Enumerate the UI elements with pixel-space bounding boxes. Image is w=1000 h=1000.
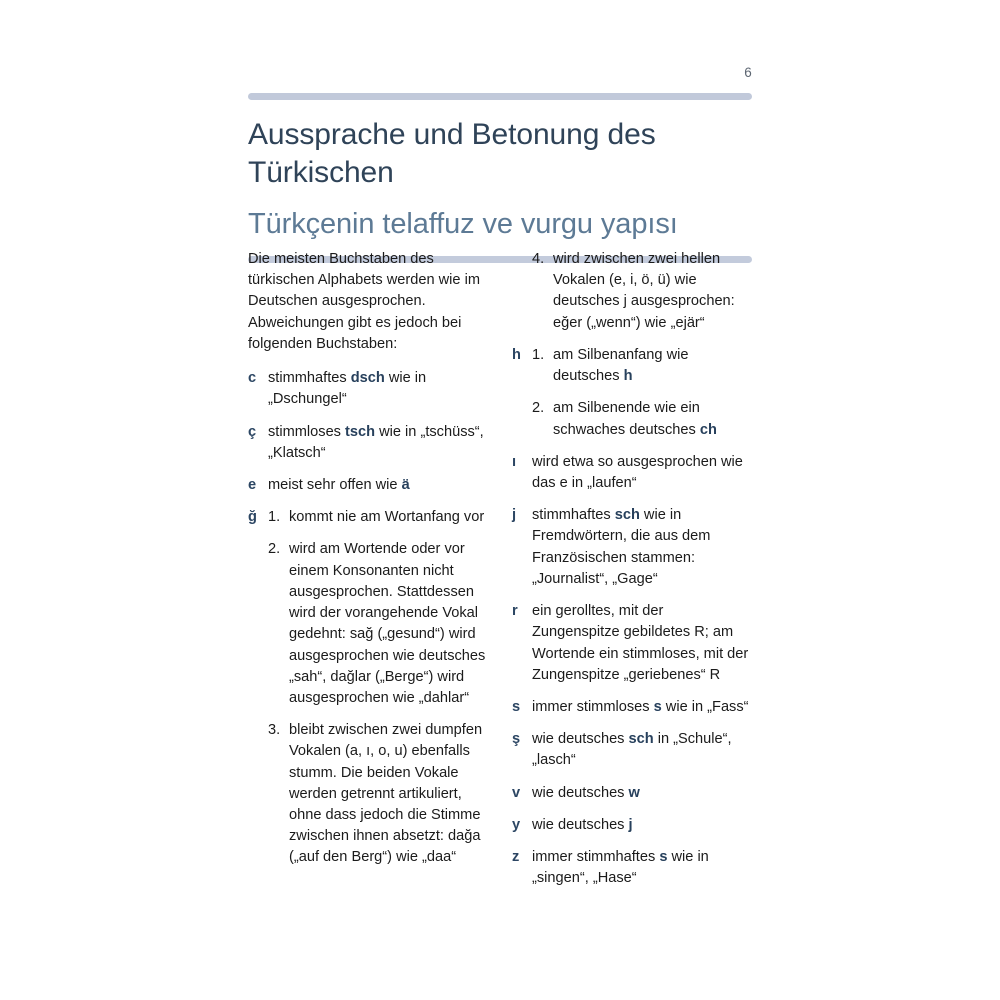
entry-letter: j [512, 507, 517, 524]
entry-letter: y [512, 816, 521, 833]
glossary-entry [248, 368, 488, 410]
glossary-entry [248, 507, 488, 869]
entry-text: stimmhaftes sch wie in Fremdwörtern, die aus dem Französischen stammen: „Journalist“, „Gage“ [532, 507, 711, 587]
glossary-entry [512, 697, 752, 718]
entry-text: wie deutsches j [532, 816, 633, 833]
page-title: Aussprache und Betonung des Türkischen [248, 118, 656, 189]
entry-text: stimmloses tsch wie in „tschüss“, „Klatsch“ [268, 423, 484, 461]
glossary-entry [512, 452, 752, 494]
entry-body [532, 345, 752, 441]
entry-body [532, 452, 752, 494]
glossary-entry [512, 847, 752, 889]
entry-text: immer stimmloses s wie in „Fass“ [532, 698, 749, 715]
continued-entry [512, 249, 752, 334]
entry-body [532, 697, 752, 718]
item-text: am Silbenende wie ein schwaches deutsches ch [553, 400, 717, 438]
glossary-entry [512, 505, 752, 590]
entry-body [532, 601, 752, 686]
item-number: 3. [268, 722, 281, 739]
entry-letter: ş [512, 731, 521, 748]
entry-letter: s [512, 698, 521, 715]
entry-text: stimmhaftes dsch wie in „Dschungel“ [268, 370, 427, 408]
entry-body [532, 847, 752, 889]
item-number: 1. [532, 346, 545, 363]
page-subtitle: Türkçenin telaffuz ve vurgu yapısı [248, 207, 678, 240]
entry-body [532, 815, 752, 836]
entry-letter: ğ [248, 509, 257, 526]
entry-body [268, 475, 488, 496]
entry-body [532, 783, 752, 804]
glossary-entry [512, 601, 752, 686]
left-column [248, 249, 488, 889]
entry-body [532, 505, 752, 590]
two-column-body [248, 249, 752, 889]
entry-letter: r [512, 603, 518, 620]
entry-letter: z [512, 849, 520, 866]
entry-text: immer stimmhaftes s wie in „singen“, „Hase“ [532, 849, 709, 887]
numbered-item [532, 398, 752, 440]
entry-body [268, 422, 488, 464]
item-number: 2. [268, 541, 281, 558]
item-text: am Silbenanfang wie deutsches h [553, 346, 689, 385]
intro-paragraph: Die meisten Buchstaben des türkischen Alphabets werden wie im Deutschen ausgesprochen. Abweichungen gibt es jedoch bei folgenden Buchstaben: [248, 251, 480, 352]
entry-text: wie deutsches w [532, 784, 640, 801]
entry-text: wird etwa so ausgesprochen wie das e in „laufen“ [532, 453, 743, 491]
entry-body [532, 249, 752, 334]
numbered-item [268, 507, 488, 528]
item-text: wird am Wortende oder vor einem Konsonanten nicht ausgesprochen. Stattdessen wird der vorangehende Vokal gedehnt: sağ („gesund“) wird ausgesprochen wie deutsches „sah“, dağlar („Berge“) wird ausgesprochen wie „dahlar“ [289, 541, 486, 706]
entry-body [268, 507, 488, 869]
glossary-entry [248, 475, 488, 496]
entry-letter: ç [248, 423, 257, 440]
glossary-entry [512, 815, 752, 836]
entry-letter: c [248, 370, 257, 387]
numbered-item [532, 345, 752, 387]
glossary-entry [512, 345, 752, 441]
item-text: wird zwischen zwei hellen Vokalen (e, i, ö, ü) wie deutsches j ausgesprochen: eğer („wenn“) wie „ejär“ [553, 251, 735, 331]
entry-letter: ı [512, 453, 517, 470]
page-header [248, 66, 752, 263]
numbered-item [268, 720, 488, 869]
glossary-entry [248, 422, 488, 464]
entry-letter: h [512, 346, 521, 363]
entry-letter: v [512, 784, 521, 801]
entry-body [268, 368, 488, 410]
header-rule-top [248, 93, 752, 100]
item-number: 1. [268, 509, 281, 526]
item-number: 2. [532, 400, 545, 417]
glossary-entry [512, 783, 752, 804]
item-number: 4. [532, 251, 545, 267]
entry-text: ein gerolltes, mit der Zungenspitze gebildetes R; am Wortende ein stimmloses, mit der Zungenspitze „geriebenes“ R [532, 603, 749, 683]
entry-letter: e [248, 476, 257, 493]
numbered-item [268, 539, 488, 709]
page-number: 6 [744, 65, 752, 80]
entry-text: wie deutsches sch in „Schule“, „lasch“ [532, 731, 732, 769]
numbered-item [532, 249, 752, 334]
item-text: bleibt zwischen zwei dumpfen Vokalen (a, ı, o, u) ebenfalls stumm. Die beiden Vokale werden getrennt artikuliert, ohne dass jedoch die Stimme zwischen ihnen absetzt: dağa („auf den Berg“) wie „daa“ [289, 722, 483, 866]
item-text: kommt nie am Wortanfang vor [289, 509, 485, 526]
glossary-entry [512, 729, 752, 771]
entry-text: meist sehr offen wie ä [268, 476, 410, 493]
entry-body [532, 729, 752, 771]
right-column [512, 249, 752, 889]
